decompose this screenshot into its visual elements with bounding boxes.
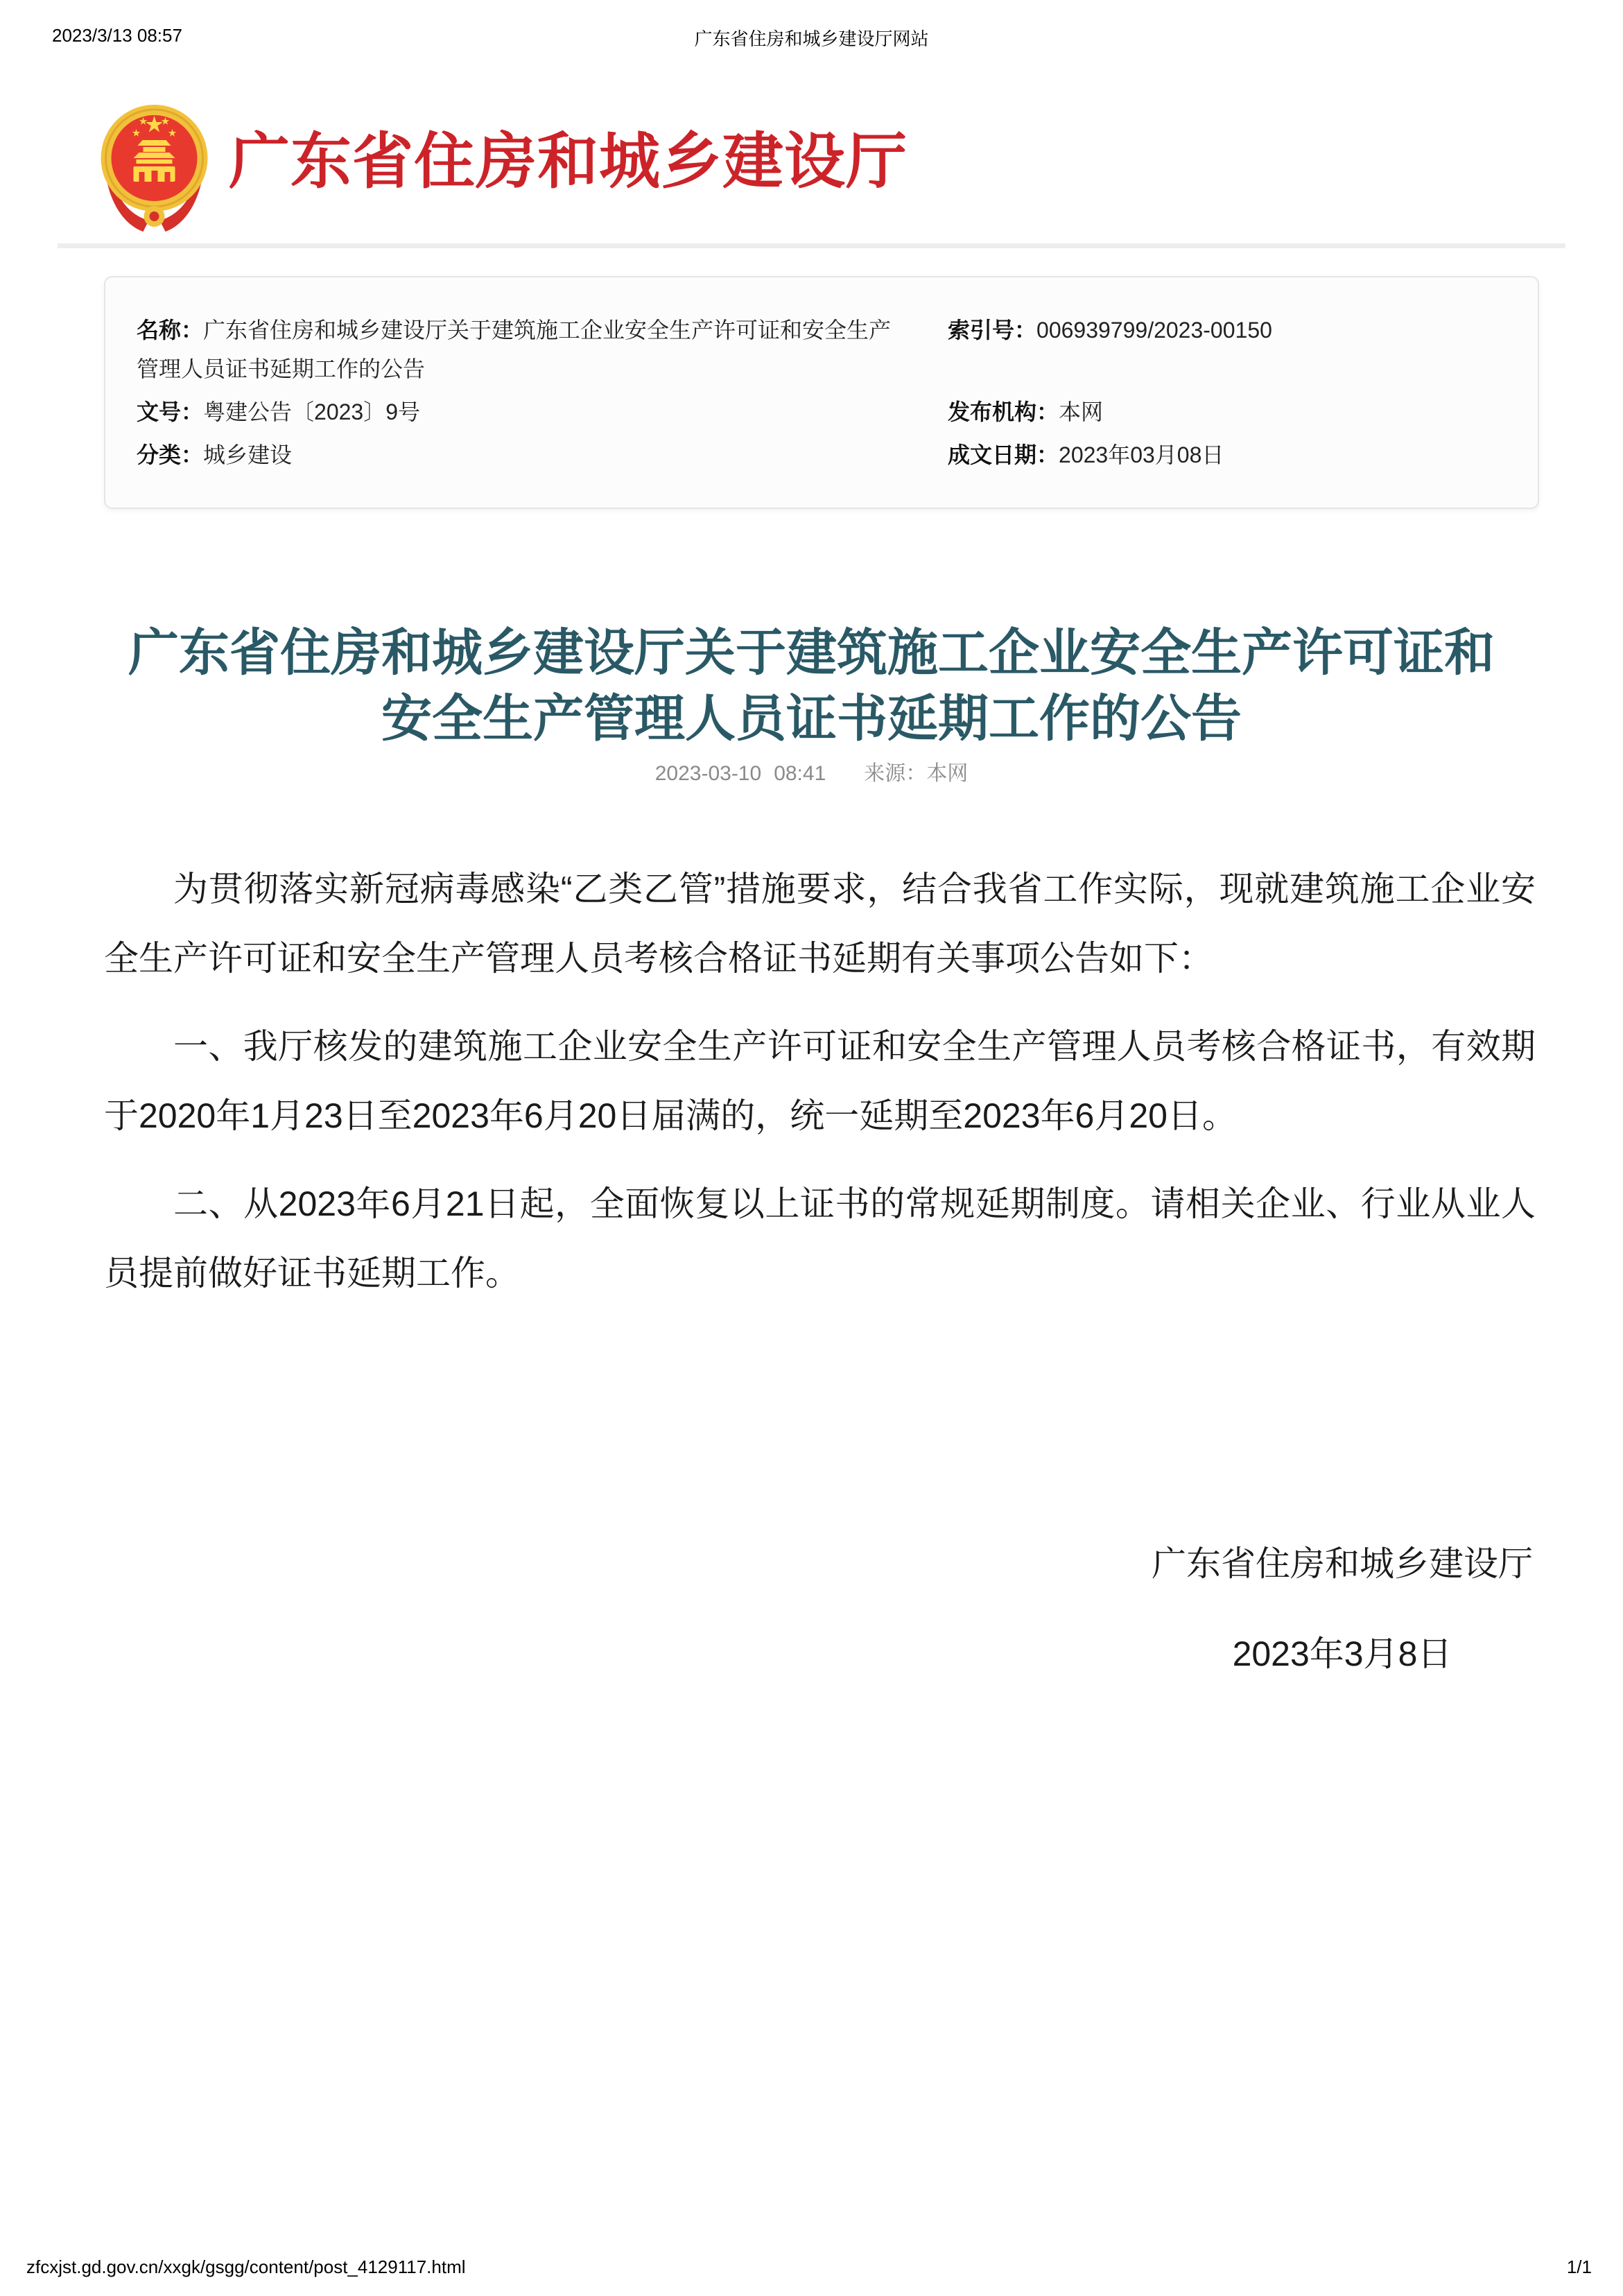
site-title: 广东省住房和城乡建设厅网站 [694, 28, 929, 49]
page-number: 1/1 [1566, 2256, 1592, 2277]
signature-block [1152, 1529, 1533, 1689]
doc-number-label: 文号： [137, 399, 204, 424]
doc-publisher-value: 本网 [1059, 399, 1104, 424]
publish-info-line [0, 756, 1623, 786]
doc-category-label: 分类： [137, 442, 204, 467]
doc-issue-date-label: 成文日期： [948, 442, 1059, 467]
national-emblem-icon [97, 103, 211, 234]
doc-publisher-label: 发布机构： [948, 399, 1059, 424]
doc-name-label: 名称： [137, 318, 204, 343]
article-body [104, 854, 1536, 1327]
doc-issue-date-field [948, 435, 1507, 474]
publish-date: 2023-03-10 [654, 762, 762, 785]
signature-org: 广东省住房和城乡建设厅 [1152, 1544, 1533, 1583]
doc-number-field [137, 392, 899, 431]
article-paragraph-3: 二、从2023年6月21日起，全面恢复以上证书的常规延期制度。请相关企业、行业从业人员提前做好证书延期工作。 [104, 1184, 1536, 1293]
doc-name-field [137, 311, 899, 388]
doc-index-field [948, 311, 1507, 388]
signature-date: 2023年3月8日 [1232, 1634, 1452, 1673]
doc-publisher-field [948, 392, 1507, 431]
doc-index-label: 索引号： [948, 318, 1037, 343]
doc-category-value: 城乡建设 [203, 442, 293, 467]
org-name: 广东省住房和城乡建设厅 [229, 127, 908, 196]
publish-time: 08:41 [774, 762, 826, 785]
doc-category-field [137, 435, 899, 474]
doc-number-value: 粤建公告〔2023〕9号 [203, 399, 421, 424]
article-paragraph-2: 一、我厅核发的建筑施工企业安全生产许可证和安全生产管理人员考核合格证书，有效期于2020年1月23日至2023年6月20日届满的，统一延期至2023年6月20日。 [104, 1027, 1536, 1135]
article-title: 广东省住房和城乡建设厅关于建筑施工企业安全生产许可证和安全生产管理人员证书延期工作的公告 [128, 624, 1495, 747]
doc-index-value: 006939799/2023-00150 [1036, 318, 1272, 343]
source-label: 来源： [864, 762, 927, 785]
source-value: 本网 [926, 762, 969, 785]
doc-name-value: 广东省住房和城乡建设厅关于建筑施工企业安全生产许可证和安全生产管理人员证书延期工作的公告 [137, 318, 892, 381]
article-paragraph-1: 为贯彻落实新冠病毒感染“乙类乙管”措施要求，结合我省工作实际，现就建筑施工企业安全生产许可证和安全生产管理人员考核合格证书延期有关事项公告如下： [104, 870, 1536, 978]
footer-url: zfcxjst.gd.gov.cn/xxgk/gsgg/content/post_4129117.html [26, 2256, 466, 2277]
print-timestamp: 2023/3/13 08:57 [52, 25, 182, 46]
doc-info-grid [137, 311, 1507, 474]
doc-issue-date-value: 2023年03月08日 [1059, 442, 1224, 467]
site-header [58, 0, 1565, 248]
doc-info-card [104, 276, 1539, 509]
